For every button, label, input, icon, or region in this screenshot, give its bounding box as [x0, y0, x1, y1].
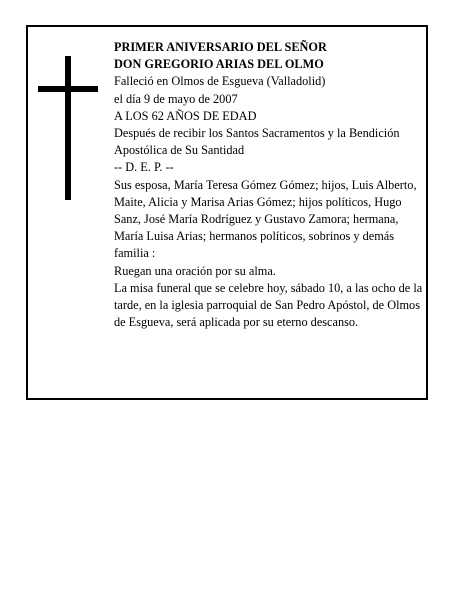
cross-icon	[38, 56, 98, 200]
mass-paragraph: La misa funeral que se celebre hoy, sábado 10, a las ocho de la tarde, en la iglesia parroquial de San Pedro Apóstol, de Olmos de Esgueva, será aplicada por su eterno descanso.	[114, 280, 423, 330]
notice-body	[114, 39, 424, 331]
cross-vertical-bar	[65, 56, 71, 200]
obituary-notice	[26, 25, 428, 400]
notice-title: PRIMER ANIVERSARIO DEL SEÑOR	[114, 40, 327, 54]
prayer-line: Ruegan una oración por su alma.	[114, 263, 276, 278]
sacraments-line: Después de recibir los Santos Sacramentos y la Bendición Apostólica de Su Santidad	[114, 126, 400, 158]
family-paragraph: Sus esposa, María Teresa Gómez Gómez; hijos, Luis Alberto, Maite, Alicia y Marisa Arias Gómez; hijos políticos, Hugo Sanz, José María Rodríguez y Gustavo Zamora; hermana, María Luisa Arias; hermanos políticos, sobrinos y demás familia :	[114, 177, 417, 261]
age-line: A LOS 62 AÑOS DE EDAD	[114, 108, 257, 123]
death-place: Falleció en Olmos de Esgueva (Valladolid)	[114, 74, 326, 89]
deceased-name: DON GREGORIO ARIAS DEL OLMO	[114, 57, 324, 72]
cross-horizontal-bar	[38, 86, 98, 92]
rip-line: -- D. E. P. --	[114, 160, 174, 175]
death-date: el día 9 de mayo de 2007	[114, 91, 238, 106]
